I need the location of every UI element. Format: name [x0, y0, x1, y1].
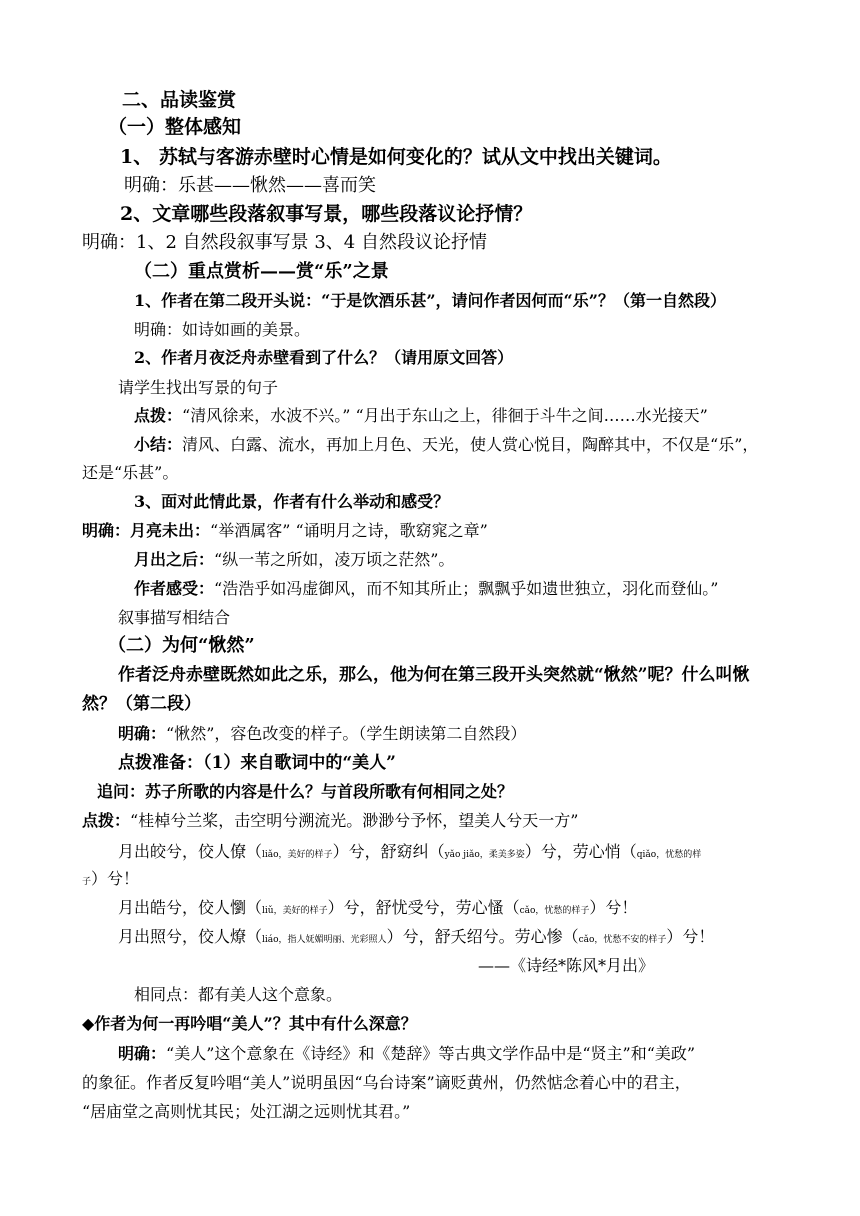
answer-4-label: 明确： [118, 1044, 167, 1063]
question-3: 作者泛舟赤壁既然如此之乐，那么，他为何在第三段开头突然就“愀然”呢？什么叫愀 [118, 665, 750, 685]
pinyin-note: cǎo，忧愁的样子 [519, 906, 590, 916]
answer-4-line-3: “居庙堂之高则忧其民；处江湖之远则忧其君。” [82, 1102, 411, 1121]
dianbo-zhunbei: 点拨准备：（1）来自歌词中的“美人” [118, 753, 396, 773]
poem-line-2 [118, 900, 637, 916]
dianbo-2-label: 点拨： [82, 811, 131, 830]
poem-text: ）兮，舒窈纠（ [332, 842, 445, 861]
answer-4-line-2: 的象征。作者反复吟唱“美人”说明虽因“乌台诗案”谪贬黄州，仍然惦念着心中的君主， [82, 1073, 691, 1092]
xiaojie-label: 小结： [134, 435, 183, 454]
pinyin-note: liǔ，美好的样子 [262, 906, 328, 916]
xiaojie-continued: 还是“乐甚”。 [82, 463, 179, 482]
poem-text: ）兮，舒夭绍兮。劳心惨（ [386, 927, 579, 946]
mingque-yueliang-line [82, 523, 488, 539]
dianbo-label: 点拨： [134, 406, 183, 425]
ganshou-label: 作者感受： [134, 579, 215, 598]
poem-line-1 [118, 844, 701, 860]
subsection-heading-zhongdian: （二）重点赏析——赏“乐”之景 [134, 261, 389, 282]
answer-1: 明确：乐甚——愀然——喜而笑 [124, 175, 376, 196]
ganshou-text: “浩浩乎如冯虚御风，而不知其所止；飘飘乎如遗世独立，羽化而登仙。” [214, 579, 719, 598]
question-3-continued: 然？（第二段） [82, 694, 201, 714]
answer-2-1: 明确：如诗如画的美景。 [134, 320, 311, 339]
pinyin-note: cǎo，忧愁不安的样子 [578, 935, 667, 945]
pinyin-note: liáo，指人妩媚明丽、光彩照人 [262, 935, 387, 945]
poem-text: 月出皓兮，佼人懰（ [118, 898, 263, 917]
yuechu-text: “纵一苇之所如，凌万顷之茫然”。 [214, 550, 455, 569]
poem-text: ）兮！ [666, 927, 715, 946]
pinyin-note: qiǎo，忧愁的样 [636, 850, 702, 860]
answer-3-line [118, 726, 526, 742]
common-point: 相同点：都有美人这个意象。 [134, 985, 343, 1004]
poem-text: ）兮，舒忧受兮，劳心慅（ [327, 898, 520, 917]
poem-text: ）兮，劳心悄（ [524, 842, 637, 861]
xiaojie-text: 清风、白露、流水，再加上月色、天光，使人赏心悦目，陶醉其中，不仅是“乐”， [182, 435, 759, 454]
dianbo-line-1 [134, 408, 708, 424]
answer-3-label: 明确： [118, 724, 167, 743]
question-2-2: 2、作者月夜泛舟赤壁看到了什么？（请用原文回答） [134, 348, 514, 367]
answer-4-text: “美人”这个意象在《诗经》和《楚辞》等古典文学作品中是“贤主”和“美政” [166, 1044, 696, 1063]
poem-text: 月出皎兮，佼人僚（ [118, 842, 263, 861]
mingque-label: 明确：月亮未出： [82, 521, 211, 540]
section-heading-pindu: 二、品读鉴赏 [122, 89, 237, 111]
ganshou-line [134, 581, 718, 597]
yuechu-line [134, 552, 454, 568]
xiaojie-line [134, 437, 758, 453]
dianbo-text: “清风徐来，水波不兴。” “月出于东山之上，徘徊于斗牛之间……水光接天” [182, 406, 708, 425]
poem-text: ）兮！ [91, 869, 140, 888]
answer-2: 明确：1、2 自然段叙事写景 3、4 自然段议论抒情 [82, 232, 487, 253]
mingque-text: “举酒属客” “诵明月之诗，歌窈窕之章” [210, 521, 488, 540]
instruction-2-2: 请学生找出写景的句子 [118, 378, 279, 397]
poem-text: ）兮！ [589, 898, 638, 917]
poem-line-1-continued [82, 871, 139, 887]
subsection-heading-qiaoran: （二）为何“愀然” [108, 635, 255, 656]
zhuiwen: 追问：苏子所歌的内容是什么？与首段所歌有何相同之处？ [97, 782, 514, 801]
question-4: ◆作者为何一再吟唱“美人”？其中有什么深意？ [82, 1014, 417, 1033]
xushi-note: 叙事描写相结合 [118, 608, 231, 627]
question-1: 1、 苏轼与客游赤壁时心情是如何变化的？试从文中找出关键词。 [120, 146, 672, 168]
question-2-3: 3、面对此情此景，作者有什么举动和感受？ [134, 492, 450, 511]
yuechu-label: 月出之后： [134, 550, 215, 569]
answer-3-text: “愀然”，容色改变的样子。（学生朗读第二自然段） [166, 724, 527, 743]
dianbo-2-text: “桂棹兮兰桨，击空明兮溯流光。渺渺兮予怀，望美人兮天一方” [130, 811, 579, 830]
question-2-1: 1、作者在第二段开头说：“于是饮酒乐甚”，请问作者因何而“乐”？（第一自然段） [134, 291, 726, 310]
poem-text: 月出照兮，佼人燎（ [118, 927, 263, 946]
pinyin-note: yǎo jiǎo，柔美多姿 [444, 850, 525, 860]
poem-source: ——《诗经*陈风*月出》 [478, 956, 655, 975]
poem-line-3 [118, 929, 714, 945]
pinyin-note: liǎo，美好的样子 [262, 850, 333, 860]
answer-4-line [118, 1046, 695, 1062]
dianbo-2-line [82, 813, 578, 829]
question-2: 2、文章哪些段落叙事写景，哪些段落议论抒情？ [120, 203, 533, 225]
subsection-heading-zhengti: （一）整体感知 [108, 116, 242, 138]
pinyin-note: 子 [82, 877, 92, 887]
